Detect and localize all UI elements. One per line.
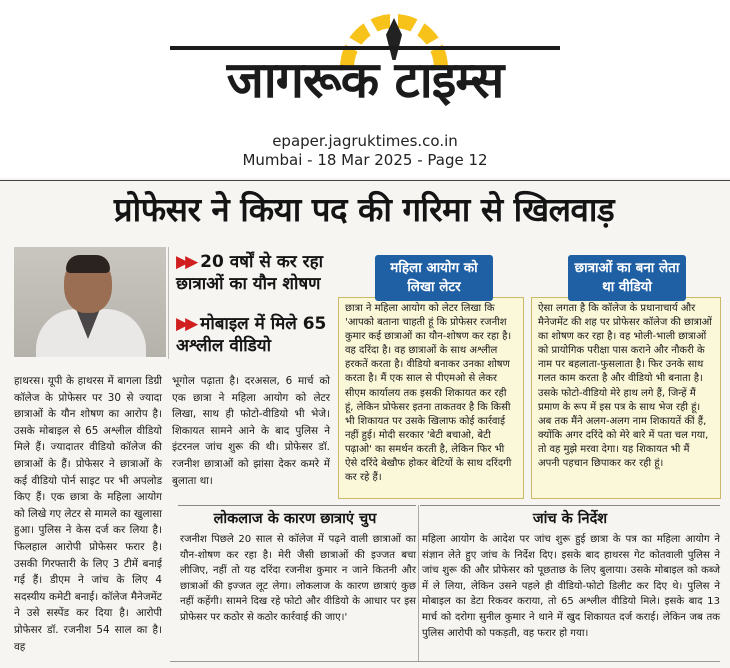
kicker-years-exploitation: ▶▶ 20 वर्षों से कर रहा छात्राओं का यौन शोषण	[176, 252, 324, 294]
bottom-rule	[170, 661, 720, 662]
professor-photo	[14, 247, 166, 357]
letter-box-title: महिला आयोग को लिखा लेटर	[375, 255, 493, 301]
article-column-2: भूगोल पढ़ाता है। दरअसल, 6 मार्च को एक छात्रा ने महिला आयोग को लेटर लिखा, साथ ही फोटो-वीडियो भी भेजे। शिकायत सामने आने के बाद पुलिस ने इंटरनल जांच शुरू की थी। प्रोफेसर डॉ. रजनीश छात्राओं को झांसा देकर कमरे में बुलाता था।	[172, 375, 330, 487]
section2-rule	[420, 505, 720, 506]
edition-line: Mumbai - 18 Mar 2025 - Page 12	[242, 151, 488, 169]
section-divider	[418, 505, 419, 661]
section-silence-title: लोकलाज के कारण छात्राएं चुप	[213, 511, 377, 527]
top-divider	[0, 180, 730, 181]
epaper-url[interactable]: epaper.jagruktimes.co.in	[272, 132, 458, 150]
video-box	[531, 297, 721, 499]
section-silence-text: रजनीश पिछले 20 साल से कॉलेज में पढ़ने वाली छात्राओं का यौन-शोषण कर रहा है। मेरी जैसी छात्राओं की इज्जत बचा लीजिए, नहीं तो यह दरिंदा रजनीश कुमार न जाने कितनी और छात्राओं की इज्जत लूट लेगा। लोकलाज के कारण छात्राएं कुछ नहीं कहेंगी। सामने दिख रहे फोटो और वीडियो के आधार पर इस प्रोफेसर पर कठोर से कठोर कार्रवाई की जाए।'	[180, 534, 416, 623]
section-investigation-text: महिला आयोग के आदेश पर जांच शुरू हुई छात्रा के पत्र का महिला आयोग ने संज्ञान लेते हुए जांच के निर्देश दिए। इसके बाद हाथरस गेट कोतवाली पुलिस ने जांच शुरू की और प्रोफेसर को पूछताछ के लिए बुलाया। उसके मोबाइल को कब्जे में ले लिया, लेकिन उसने पहले ही वीडियो-फोटो डिलीट कर दिए थे। पुलिस ने मोबाइल का डेटा रिकवर कराया, तो 65 अश्लील वीडियो मिले। इसके बाद 13 मार्च को दरोगा सुनील कुमार ने थाने में खुद शिकायत दर्ज कराई। लेकिन जब तक पुलिस आरोपी को पकड़ती, वह फरार हो गया।	[422, 534, 720, 639]
article-column-1: हाथरस। यूपी के हाथरस में बागला डिग्री कॉलेज के प्रोफेसर पर 30 से ज्यादा छात्राओं के यौन शोषण का आरोप है। उसके मोबाइल से 65 अश्लील वीडियो मिले हैं। ज्यादातर वीडियो कॉलेज की छात्राओं के हैं। प्रोफेसर ने छात्राओं के कई वीडियो पोर्न साइट पर भी अपलोड किए हैं। एक छात्रा के महिला आयोग को लिखे गए लेटर से मामले का खुलासा हुआ। पुलिस ने केस दर्ज कर लिया है। फिलहाल आरोपी प्रोफेसर फरार है। उसकी गिरफ्तारी के लिए 3 टीमें बनाई गई हैं। डीएम ने जांच के लिए 4 सदस्यीय कमेटी बनाई। कॉलेज मैनेजमेंट ने उसे सस्पेंड कर दिया है। आरोपी प्रोफेसर डॉ. रजनीश 54 साल का है। वह	[14, 375, 162, 653]
newspaper-logo[interactable]: जागरूक टाइम्स	[170, 46, 560, 106]
article-headline: प्रोफेसर ने किया पद की गरिमा से खिलवाड़	[113, 190, 615, 229]
video-box-title: छात्राओं का बना लेता था वीडियो	[568, 255, 686, 301]
double-arrow-icon: ▶▶	[176, 314, 195, 334]
letter-box	[338, 297, 524, 499]
section1-rule	[178, 505, 416, 506]
kicker-videos-found: ▶▶ मोबाइल में मिले 65 अश्लील वीडियो	[176, 314, 327, 356]
double-arrow-icon: ▶▶	[176, 252, 195, 272]
photo-divider	[168, 247, 169, 359]
letter-box-text: छात्रा ने महिला आयोग को लेटर लिखा कि 'आपको बताना चाहती हूं कि प्रोफेसर रजनीश कुमार कई छात्राओं का यौन-शोषण कर रहा है। वह दरिंदा है। वह छात्राओं के साथ अश्लील हरकतें करता है। वीडियो बनाकर उनका शोषण करता है। मैं एक साल से पीएमओ से लेकर सीएम कार्यालय तक इसकी शिकायत कर रही हूं, लेकिन प्रोफेसर इतना ताकतवर है कि किसी भी शिकायत पर उसके खिलाफ कोई कार्रवाई नहीं हुई। मोदी सरकार 'बेटी बचाओ, बेटी पढ़ाओ' का समर्थन करती है, लेकिन फिर भी ऐसे दरिंदे बेखौफ होकर बेटियों के साथ दरिंदगी कर रहे हैं।	[345, 303, 512, 484]
video-box-text: ऐसा लगता है कि कॉलेज के प्रधानाचार्य और मैनेजमेंट की शह पर प्रोफेसर कॉलेज की छात्राओं का शोषण कर रहा है। वह भोली-भाली छात्राओं को प्रायोगिक परीक्षा पास कराने और नौकरी के नाम पर बहलाता-फुसलाता है। फिर उनके साथ गलत काम करता है और वीडियो भी बनाता है। उसके फोटो-वीडियो मेरे हाथ लगे हैं, जिन्हें मैं प्रमाण के रूप में इस पत्र के साथ भेज रही हूं। अब तक मैंने अलग-अलग नाम शिकायतें कीं हैं, क्योंकि अगर दरिंदे को मेरे बारे में पता चल गया, तो वह मुझे मरवा देगा। यह शिकायत भी मैं अपनी पहचान छिपाकर कर रही हूं।	[538, 303, 712, 470]
section-investigation-title: जांच के निर्देश	[532, 511, 608, 527]
